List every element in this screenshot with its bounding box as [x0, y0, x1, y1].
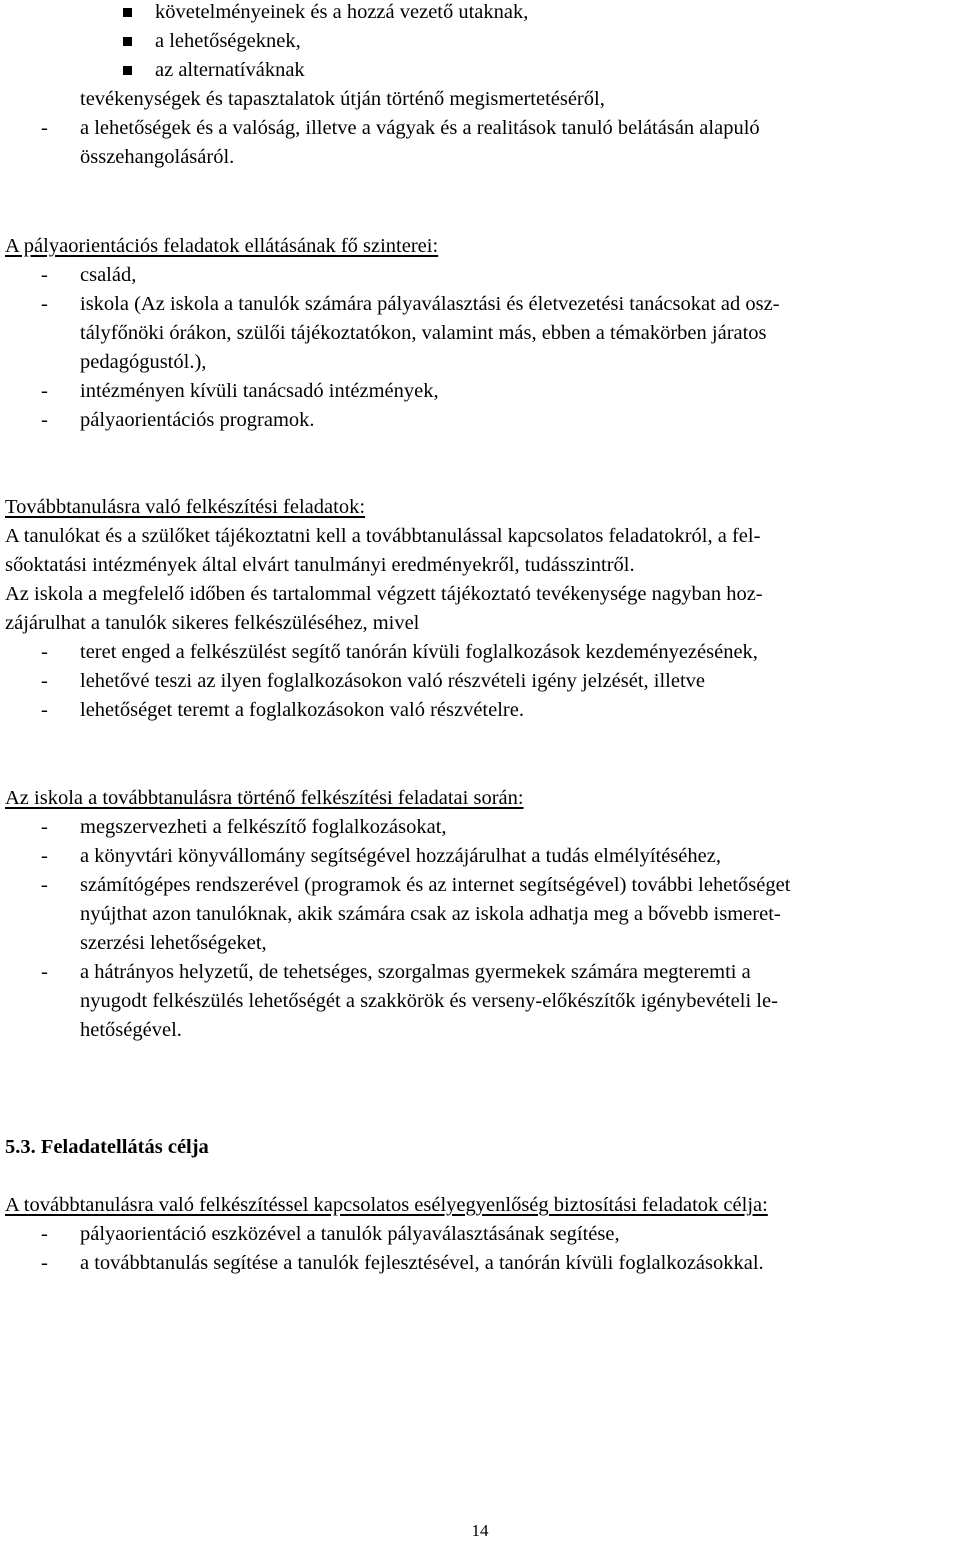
dash-item: - lehetővé teszi az ilyen foglalkozásokon való részvételi igény jelzését, illetve — [41, 670, 705, 692]
bullet-item: a lehetőségeknek, — [5, 27, 945, 56]
text-line: Az iskola a megfelelő időben és tartalommal végzett tájékoztató tevékenysége nagyban hoz- — [5, 583, 763, 605]
text-line: tályfőnöki órákon, szülői tájékoztatókon, valamint más, ebben a témakörben járatos — [80, 322, 767, 344]
dash-item: - teret enged a felkészülést segítő tanórán kívüli foglalkozások kezdeményezésének, — [41, 641, 758, 663]
section-school-tasks — [5, 784, 945, 1045]
section-heading: A továbbtanulásra való felkészítéssel kapcsolatos esélyegyenlőség biztosítási feladatok célja: — [5, 1194, 768, 1216]
dash-item: - a lehetőségek és a valóság, illetve a vágyak és a realitások tanuló belátásán alapuló — [41, 117, 760, 139]
text-line: összehangolásáról. — [80, 146, 235, 168]
dash-item: - pályaorientáció eszközével a tanulók pályaválasztásának segítése, — [41, 1223, 620, 1245]
text-line: A tanulókat és a szülőket tájékoztatni kell a továbbtanulással kapcsolatos feladatokról, a fel- — [5, 525, 761, 547]
text-line: sőoktatási intézmények által elvárt tanulmányi eredményekről, tudásszintről. — [5, 554, 635, 576]
dash-item: - a hátrányos helyzetű, de tehetséges, szorgalmas gyermekek számára megteremti a — [41, 961, 751, 983]
section-heading: Továbbtanulásra való felkészítési feladatok: — [5, 496, 366, 518]
page-number: 14 — [471, 1521, 489, 1540]
dash-item: - számítógépes rendszerével (programok és az internet segítségével) további lehetőséget — [41, 874, 791, 896]
dash-item: - a könyvtári könyvállomány segítségével hozzájárulhat a tudás elmélyítéséhez, — [41, 845, 721, 867]
dash-item: - lehetőséget teremt a foglalkozásokon való részvételre. — [41, 699, 524, 721]
section-goals-body — [5, 1191, 945, 1278]
section-title: 5.3. Feladatellátás célja — [5, 1136, 209, 1158]
dash-item: - megszervezheti a felkészítő foglalkozásokat, — [41, 816, 447, 838]
section-heading: Az iskola a továbbtanulásra történő felkészítési feladatai során: — [5, 787, 524, 809]
section-preparation — [5, 493, 945, 725]
text-line: szerzési lehetőségeket, — [80, 932, 267, 954]
bullet-item: az alternatíváknak — [5, 56, 945, 85]
section-venues — [5, 232, 945, 435]
section-goals — [5, 1133, 945, 1162]
dash-item: - család, — [41, 264, 137, 286]
text-line: pedagógustól.), — [80, 351, 207, 373]
intro-block — [5, 0, 945, 172]
section-heading: A pályaorientációs feladatok ellátásának fő szinterei: — [5, 235, 439, 257]
square-bullet-icon — [123, 8, 132, 17]
square-bullet-icon — [123, 37, 132, 46]
dash-item: - iskola (Az iskola a tanulók számára pályaválasztási és életvezetési tanácsokat ad osz- — [41, 293, 780, 315]
dash-item: - a továbbtanulás segítése a tanulók fejlesztésével, a tanórán kívüli foglalkozásokkal. — [41, 1252, 764, 1274]
dash-item: - pályaorientációs programok. — [41, 409, 315, 431]
square-bullet-icon — [123, 66, 132, 75]
dash-item: - intézményen kívüli tanácsadó intézmények, — [41, 380, 439, 402]
text-line: hetőségével. — [80, 1019, 182, 1041]
bullet-item: követelményeinek és a hozzá vezető utaknak, — [5, 0, 945, 27]
text-line: tevékenységek és tapasztalatok útján történő megismertetéséről, — [80, 88, 605, 110]
text-line: nyújthat azon tanulóknak, akik számára csak az iskola adhatja meg a bővebb ismeret- — [80, 903, 781, 925]
text-line: nyugodt felkészülés lehetőségét a szakkörök és verseny-előkészítők igénybevételi le- — [80, 990, 778, 1012]
text-line: zájárulhat a tanulók sikeres felkészüléséhez, mivel — [5, 612, 420, 634]
